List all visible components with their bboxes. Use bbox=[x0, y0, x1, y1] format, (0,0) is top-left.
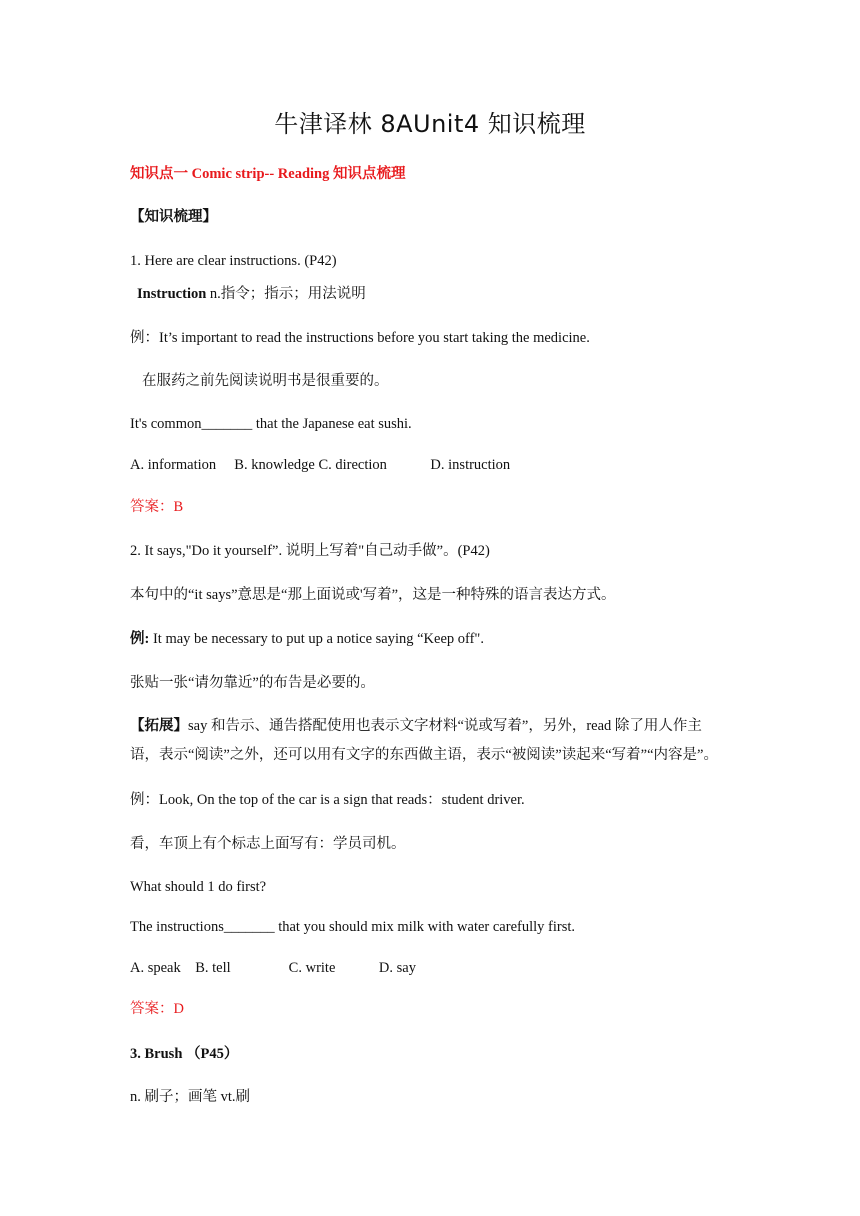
item1-example-cn: 在服药之前先阅读说明书是很重要的。 bbox=[142, 373, 389, 389]
page-title: 牛津译林 8AUnit4 知识梳理 bbox=[274, 110, 586, 138]
item1-answer: 答案：B bbox=[130, 499, 184, 515]
item1-meaning: n.指令；指示；用法说明 bbox=[206, 286, 366, 302]
item3-meaning: n. 刷子；画笔 vt.刷 bbox=[130, 1089, 251, 1105]
knowledge-label: 【知识梳理】 bbox=[130, 209, 217, 225]
item2-extend-line2: 语，表示“阅读”之外，还可以用有文字的东西做主语，表示“被阅读”读起来“写着”“内容是”。 bbox=[130, 747, 718, 763]
item1-example-en: 例：It’s important to read the instructions before you start taking the medicine. bbox=[130, 330, 590, 346]
item2-example2-en: 例：Look, On the top of the car is a sign that reads：student driver. bbox=[130, 792, 525, 808]
item2-extend-text1: say 和告示、通告搭配使用也表示文字材料“说或写着”，另外，read 除了用人作主 bbox=[188, 718, 702, 734]
item2-practice-q1: What should 1 do first? bbox=[130, 879, 267, 895]
item2-sentence: 2. It says,"Do it yourself”. 说明上写着"自己动手做”。(P42) bbox=[130, 543, 490, 559]
item2-example-label: 例: bbox=[130, 631, 150, 647]
item1-word: Instruction bbox=[137, 286, 207, 302]
item2-answer: 答案：D bbox=[130, 1001, 184, 1017]
item2-example-cn: 张贴一张“请勿靠近”的布告是必要的。 bbox=[130, 675, 375, 691]
item1-question: It's common_______ that the Japanese eat sushi. bbox=[130, 416, 412, 432]
item2-note: 本句中的“it says”意思是“那上面说或'写着”，这是一种特殊的语言表达方式。 bbox=[130, 587, 616, 603]
item2-options: A. speak B. tell C. write D. say bbox=[130, 960, 416, 976]
item1-word-line bbox=[137, 284, 366, 304]
item2-example2-cn: 看，车顶上有个标志上面写有：学员司机。 bbox=[130, 836, 406, 852]
item2-extend-label: 【拓展】 bbox=[130, 718, 188, 734]
item1-sentence: 1. Here are clear instructions. (P42) bbox=[130, 253, 337, 269]
item2-practice-q2: The instructions_______ that you should mix milk with water carefully first. bbox=[130, 919, 575, 935]
item2-example-line bbox=[130, 629, 484, 649]
item1-options: A. information B. knowledge C. direction D. instruction bbox=[130, 457, 511, 473]
item2-example-en: It may be necessary to put up a notice saying “Keep off". bbox=[149, 631, 484, 647]
item2-extend-line1 bbox=[130, 716, 702, 736]
item3-heading: 3. Brush （P45） bbox=[130, 1046, 239, 1062]
section-heading: 知识点一 Comic strip-- Reading 知识点梳理 bbox=[130, 166, 406, 182]
